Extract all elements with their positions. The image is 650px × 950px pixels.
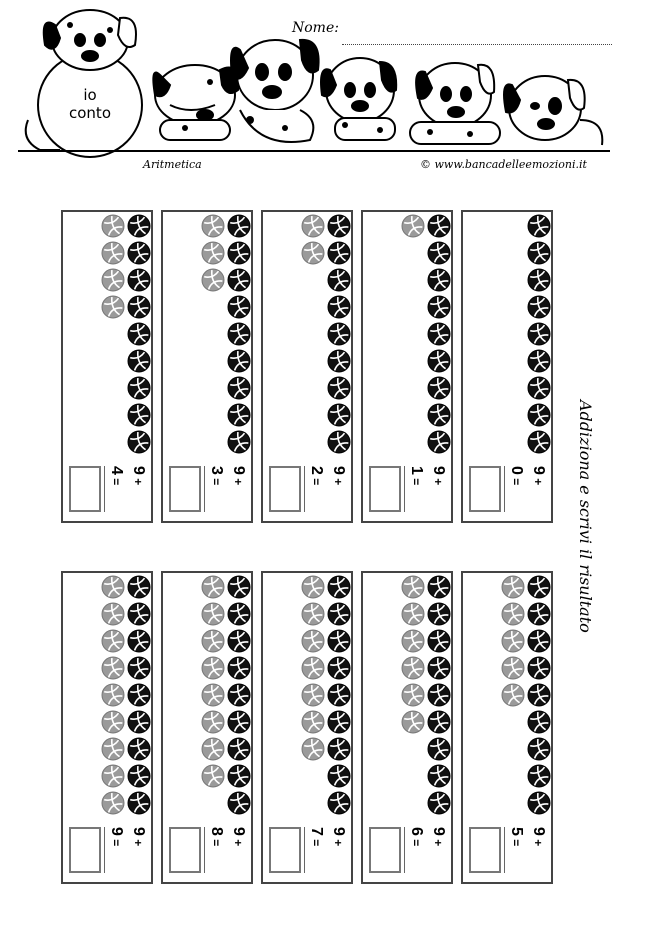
- grey-ball-icon: [102, 711, 124, 733]
- equals-sign: =: [109, 835, 123, 847]
- grey-ball-icon: [402, 630, 424, 652]
- dark-ball-icon: [228, 296, 250, 318]
- first-addend-value: 9: [530, 827, 547, 836]
- plus-sign: +: [231, 474, 245, 486]
- answer-box[interactable]: [269, 466, 301, 512]
- first-addend: [331, 827, 347, 873]
- grey-ball-icon: [402, 657, 424, 679]
- dark-ball-icon: [328, 576, 350, 598]
- dark-ball-icon: [528, 765, 550, 787]
- name-label: Nome:: [292, 20, 339, 36]
- dark-ball-icon: [128, 603, 150, 625]
- dark-ball-icon: [228, 323, 250, 345]
- dark-ball-icon: [528, 323, 550, 345]
- dark-ball-icon: [228, 792, 250, 814]
- second-addend-value: 5: [508, 827, 525, 836]
- grey-ball-icon: [402, 711, 424, 733]
- dark-ball-icon: [328, 630, 350, 652]
- dark-ball-icon: [228, 269, 250, 291]
- dark-ball-icon: [228, 431, 250, 453]
- dark-ball-icon: [128, 269, 150, 291]
- dark-ball-icon: [328, 792, 350, 814]
- grey-ball-icon: [302, 684, 324, 706]
- first-addend: [431, 466, 447, 512]
- dark-ball-icon: [128, 323, 150, 345]
- dark-ball-icon: [228, 215, 250, 237]
- equals-sign: =: [309, 474, 323, 486]
- answer-box[interactable]: [369, 827, 401, 873]
- dark-ball-icon: [228, 711, 250, 733]
- dark-ball-icon: [428, 323, 450, 345]
- second-addend-value: 4: [108, 466, 125, 475]
- dark-ball-icon: [528, 792, 550, 814]
- worksheet-header: [0, 0, 650, 180]
- exercise-card: [461, 571, 553, 884]
- dark-ball-icon: [428, 296, 450, 318]
- grey-ball-icon: [502, 603, 524, 625]
- exercise-card: [61, 571, 153, 884]
- grey-ball-icon: [102, 738, 124, 760]
- second-addend: [109, 466, 125, 512]
- grey-ball-icon: [102, 657, 124, 679]
- second-addend: [109, 827, 125, 873]
- plus-sign: +: [431, 835, 445, 847]
- second-addend: [209, 827, 225, 873]
- first-addend-text: [329, 827, 347, 846]
- second-addend-text: [407, 827, 425, 846]
- grey-ball-icon: [302, 603, 324, 625]
- dark-ball-icon: [328, 377, 350, 399]
- first-addend-value: 9: [530, 466, 547, 475]
- plus-sign: +: [531, 835, 545, 847]
- dark-ball-icon: [128, 711, 150, 733]
- dark-ball-icon: [228, 684, 250, 706]
- dark-ball-icon: [228, 657, 250, 679]
- first-addend-text: [329, 466, 347, 485]
- answer-box[interactable]: [469, 466, 501, 512]
- ball-text-line2: conto: [69, 104, 111, 122]
- dark-ball-icon: [428, 765, 450, 787]
- second-addend-text: [207, 466, 225, 485]
- grey-ball-icon: [502, 576, 524, 598]
- first-addend-text: [429, 466, 447, 485]
- grey-ball-icon: [202, 657, 224, 679]
- dark-ball-icon: [328, 404, 350, 426]
- instruction-text: Addiziona e scrivi il risultato: [576, 400, 595, 633]
- equals-sign: =: [509, 835, 523, 847]
- dark-ball-icon: [328, 738, 350, 760]
- answer-box[interactable]: [469, 827, 501, 873]
- exercise-card: [361, 210, 453, 523]
- answer-divider: [504, 466, 505, 512]
- dark-ball-icon: [128, 431, 150, 453]
- dark-ball-icon: [528, 404, 550, 426]
- first-addend: [131, 466, 147, 512]
- dark-ball-icon: [228, 630, 250, 652]
- second-addend-text: [507, 827, 525, 846]
- dark-ball-icon: [428, 242, 450, 264]
- second-addend: [309, 466, 325, 512]
- name-field-line[interactable]: [342, 44, 612, 45]
- grey-ball-icon: [102, 792, 124, 814]
- dark-ball-icon: [528, 603, 550, 625]
- grey-ball-icon: [102, 630, 124, 652]
- dark-ball-icon: [528, 657, 550, 679]
- plus-sign: +: [231, 835, 245, 847]
- first-addend: [231, 466, 247, 512]
- dark-ball-icon: [528, 576, 550, 598]
- first-addend: [231, 827, 247, 873]
- answer-divider: [104, 827, 105, 873]
- dark-ball-icon: [428, 603, 450, 625]
- dark-ball-icon: [528, 350, 550, 372]
- dark-ball-icon: [428, 269, 450, 291]
- grey-ball-icon: [302, 657, 324, 679]
- dark-ball-icon: [128, 404, 150, 426]
- grey-ball-icon: [102, 576, 124, 598]
- dark-ball-icon: [528, 738, 550, 760]
- header-divider: [18, 150, 610, 152]
- grey-ball-icon: [202, 711, 224, 733]
- grey-ball-icon: [402, 576, 424, 598]
- dark-ball-icon: [428, 711, 450, 733]
- equals-sign: =: [109, 474, 123, 486]
- grey-ball-icon: [202, 215, 224, 237]
- second-addend-text: [107, 466, 125, 485]
- dark-ball-icon: [428, 738, 450, 760]
- dark-ball-icon: [128, 738, 150, 760]
- plus-sign: +: [431, 474, 445, 486]
- dark-ball-icon: [428, 630, 450, 652]
- plus-sign: +: [531, 474, 545, 486]
- dark-ball-icon: [328, 269, 350, 291]
- first-addend-text: [229, 827, 247, 846]
- exercise-card: [461, 210, 553, 523]
- answer-box[interactable]: [69, 827, 101, 873]
- grey-ball-icon: [102, 269, 124, 291]
- answer-box[interactable]: [69, 466, 101, 512]
- answer-divider: [204, 827, 205, 873]
- dark-ball-icon: [328, 215, 350, 237]
- exercise-card: [361, 571, 453, 884]
- grey-ball-icon: [202, 242, 224, 264]
- dark-ball-icon: [328, 431, 350, 453]
- grey-ball-icon: [202, 630, 224, 652]
- answer-box[interactable]: [369, 466, 401, 512]
- first-addend-value: 9: [230, 827, 247, 836]
- second-addend-text: [307, 466, 325, 485]
- first-addend-value: 9: [130, 466, 147, 475]
- instruction: [576, 400, 610, 700]
- grey-ball-icon: [102, 603, 124, 625]
- dark-ball-icon: [128, 215, 150, 237]
- grey-ball-icon: [302, 215, 324, 237]
- dark-ball-icon: [528, 215, 550, 237]
- dark-ball-icon: [528, 431, 550, 453]
- dark-ball-icon: [528, 242, 550, 264]
- second-addend-value: 6: [408, 827, 425, 836]
- second-addend: [509, 466, 525, 512]
- second-addend: [309, 827, 325, 873]
- grey-ball-icon: [202, 738, 224, 760]
- first-addend-text: [229, 466, 247, 485]
- dark-ball-icon: [428, 431, 450, 453]
- plus-sign: +: [131, 835, 145, 847]
- dark-ball-icon: [328, 242, 350, 264]
- first-addend-value: 9: [430, 827, 447, 836]
- grey-ball-icon: [302, 711, 324, 733]
- dark-ball-icon: [428, 657, 450, 679]
- first-addend: [431, 827, 447, 873]
- dark-ball-icon: [528, 684, 550, 706]
- grey-ball-icon: [502, 657, 524, 679]
- exercise-card: [161, 210, 253, 523]
- dark-ball-icon: [128, 296, 150, 318]
- equals-sign: =: [209, 835, 223, 847]
- second-addend-text: [507, 466, 525, 485]
- dark-ball-icon: [228, 765, 250, 787]
- plus-sign: +: [131, 474, 145, 486]
- first-addend-text: [429, 827, 447, 846]
- ball-text-line1: io: [83, 86, 97, 104]
- second-addend-value: 0: [508, 466, 525, 475]
- dark-ball-icon: [128, 350, 150, 372]
- grey-ball-icon: [102, 684, 124, 706]
- answer-divider: [404, 466, 405, 512]
- dark-ball-icon: [328, 765, 350, 787]
- answer-divider: [504, 827, 505, 873]
- dark-ball-icon: [228, 350, 250, 372]
- dark-ball-icon: [128, 242, 150, 264]
- second-addend-text: [107, 827, 125, 846]
- first-addend-value: 9: [230, 466, 247, 475]
- first-addend-text: [129, 827, 147, 846]
- grey-ball-icon: [302, 576, 324, 598]
- grey-ball-icon: [402, 603, 424, 625]
- first-addend: [531, 466, 547, 512]
- second-addend-value: 8: [208, 827, 225, 836]
- dark-ball-icon: [328, 684, 350, 706]
- answer-box[interactable]: [169, 827, 201, 873]
- dark-ball-icon: [428, 215, 450, 237]
- dark-ball-icon: [528, 711, 550, 733]
- second-addend-value: 7: [308, 827, 325, 836]
- dark-ball-icon: [528, 377, 550, 399]
- dark-ball-icon: [328, 657, 350, 679]
- dark-ball-icon: [328, 711, 350, 733]
- first-addend-text: [529, 827, 547, 846]
- grey-ball-icon: [102, 242, 124, 264]
- first-addend: [131, 827, 147, 873]
- dark-ball-icon: [428, 377, 450, 399]
- exercise-card: [61, 210, 153, 523]
- dark-ball-icon: [428, 684, 450, 706]
- grey-ball-icon: [502, 684, 524, 706]
- dark-ball-icon: [128, 792, 150, 814]
- first-addend-value: 9: [330, 827, 347, 836]
- first-addend-text: [129, 466, 147, 485]
- answer-box[interactable]: [169, 466, 201, 512]
- grey-ball-icon: [202, 603, 224, 625]
- dark-ball-icon: [228, 576, 250, 598]
- dark-ball-icon: [128, 630, 150, 652]
- grey-ball-icon: [102, 215, 124, 237]
- equals-sign: =: [209, 474, 223, 486]
- answer-divider: [304, 827, 305, 873]
- first-addend-text: [529, 466, 547, 485]
- second-addend-text: [407, 466, 425, 485]
- grey-ball-icon: [202, 576, 224, 598]
- dark-ball-icon: [428, 576, 450, 598]
- grey-ball-icon: [102, 296, 124, 318]
- dark-ball-icon: [228, 242, 250, 264]
- equals-sign: =: [409, 474, 423, 486]
- second-addend-value: 3: [208, 466, 225, 475]
- answer-divider: [204, 466, 205, 512]
- dark-ball-icon: [128, 657, 150, 679]
- grey-ball-icon: [202, 269, 224, 291]
- grey-ball-icon: [302, 738, 324, 760]
- exercise-card: [261, 571, 353, 884]
- answer-divider: [304, 466, 305, 512]
- grey-ball-icon: [302, 630, 324, 652]
- dark-ball-icon: [128, 684, 150, 706]
- dark-ball-icon: [528, 269, 550, 291]
- dark-ball-icon: [228, 603, 250, 625]
- second-addend-value: 1: [408, 466, 425, 475]
- second-addend: [209, 466, 225, 512]
- dark-ball-icon: [528, 630, 550, 652]
- plus-sign: +: [331, 474, 345, 486]
- dark-ball-icon: [228, 738, 250, 760]
- answer-divider: [404, 827, 405, 873]
- dark-ball-icon: [228, 377, 250, 399]
- second-addend-text: [307, 827, 325, 846]
- grey-ball-icon: [402, 215, 424, 237]
- equals-sign: =: [309, 835, 323, 847]
- second-addend-text: [207, 827, 225, 846]
- equals-sign: =: [509, 474, 523, 486]
- dark-ball-icon: [128, 765, 150, 787]
- second-addend-value: 9: [108, 827, 125, 836]
- grey-ball-icon: [202, 684, 224, 706]
- second-addend: [409, 827, 425, 873]
- grey-ball-icon: [302, 242, 324, 264]
- dark-ball-icon: [228, 404, 250, 426]
- dark-ball-icon: [328, 603, 350, 625]
- first-addend-value: 9: [330, 466, 347, 475]
- exercise-card: [261, 210, 353, 523]
- second-addend: [409, 466, 425, 512]
- answer-divider: [104, 466, 105, 512]
- first-addend: [331, 466, 347, 512]
- subject-label: Aritmetica: [143, 158, 202, 171]
- grey-ball-icon: [502, 630, 524, 652]
- second-addend: [509, 827, 525, 873]
- second-addend-value: 2: [308, 466, 325, 475]
- dark-ball-icon: [428, 404, 450, 426]
- dark-ball-icon: [128, 576, 150, 598]
- first-addend-value: 9: [130, 827, 147, 836]
- dark-ball-icon: [328, 350, 350, 372]
- dark-ball-icon: [528, 296, 550, 318]
- first-addend: [531, 827, 547, 873]
- dark-ball-icon: [428, 350, 450, 372]
- grey-ball-icon: [402, 684, 424, 706]
- answer-box[interactable]: [269, 827, 301, 873]
- site-credit: © www.bancadelleemozioni.it: [420, 158, 587, 171]
- dark-ball-icon: [428, 792, 450, 814]
- equals-sign: =: [409, 835, 423, 847]
- first-addend-value: 9: [430, 466, 447, 475]
- grey-ball-icon: [202, 765, 224, 787]
- dark-ball-icon: [328, 323, 350, 345]
- plus-sign: +: [331, 835, 345, 847]
- grey-ball-icon: [102, 765, 124, 787]
- dark-ball-icon: [128, 377, 150, 399]
- exercise-card: [161, 571, 253, 884]
- dark-ball-icon: [328, 296, 350, 318]
